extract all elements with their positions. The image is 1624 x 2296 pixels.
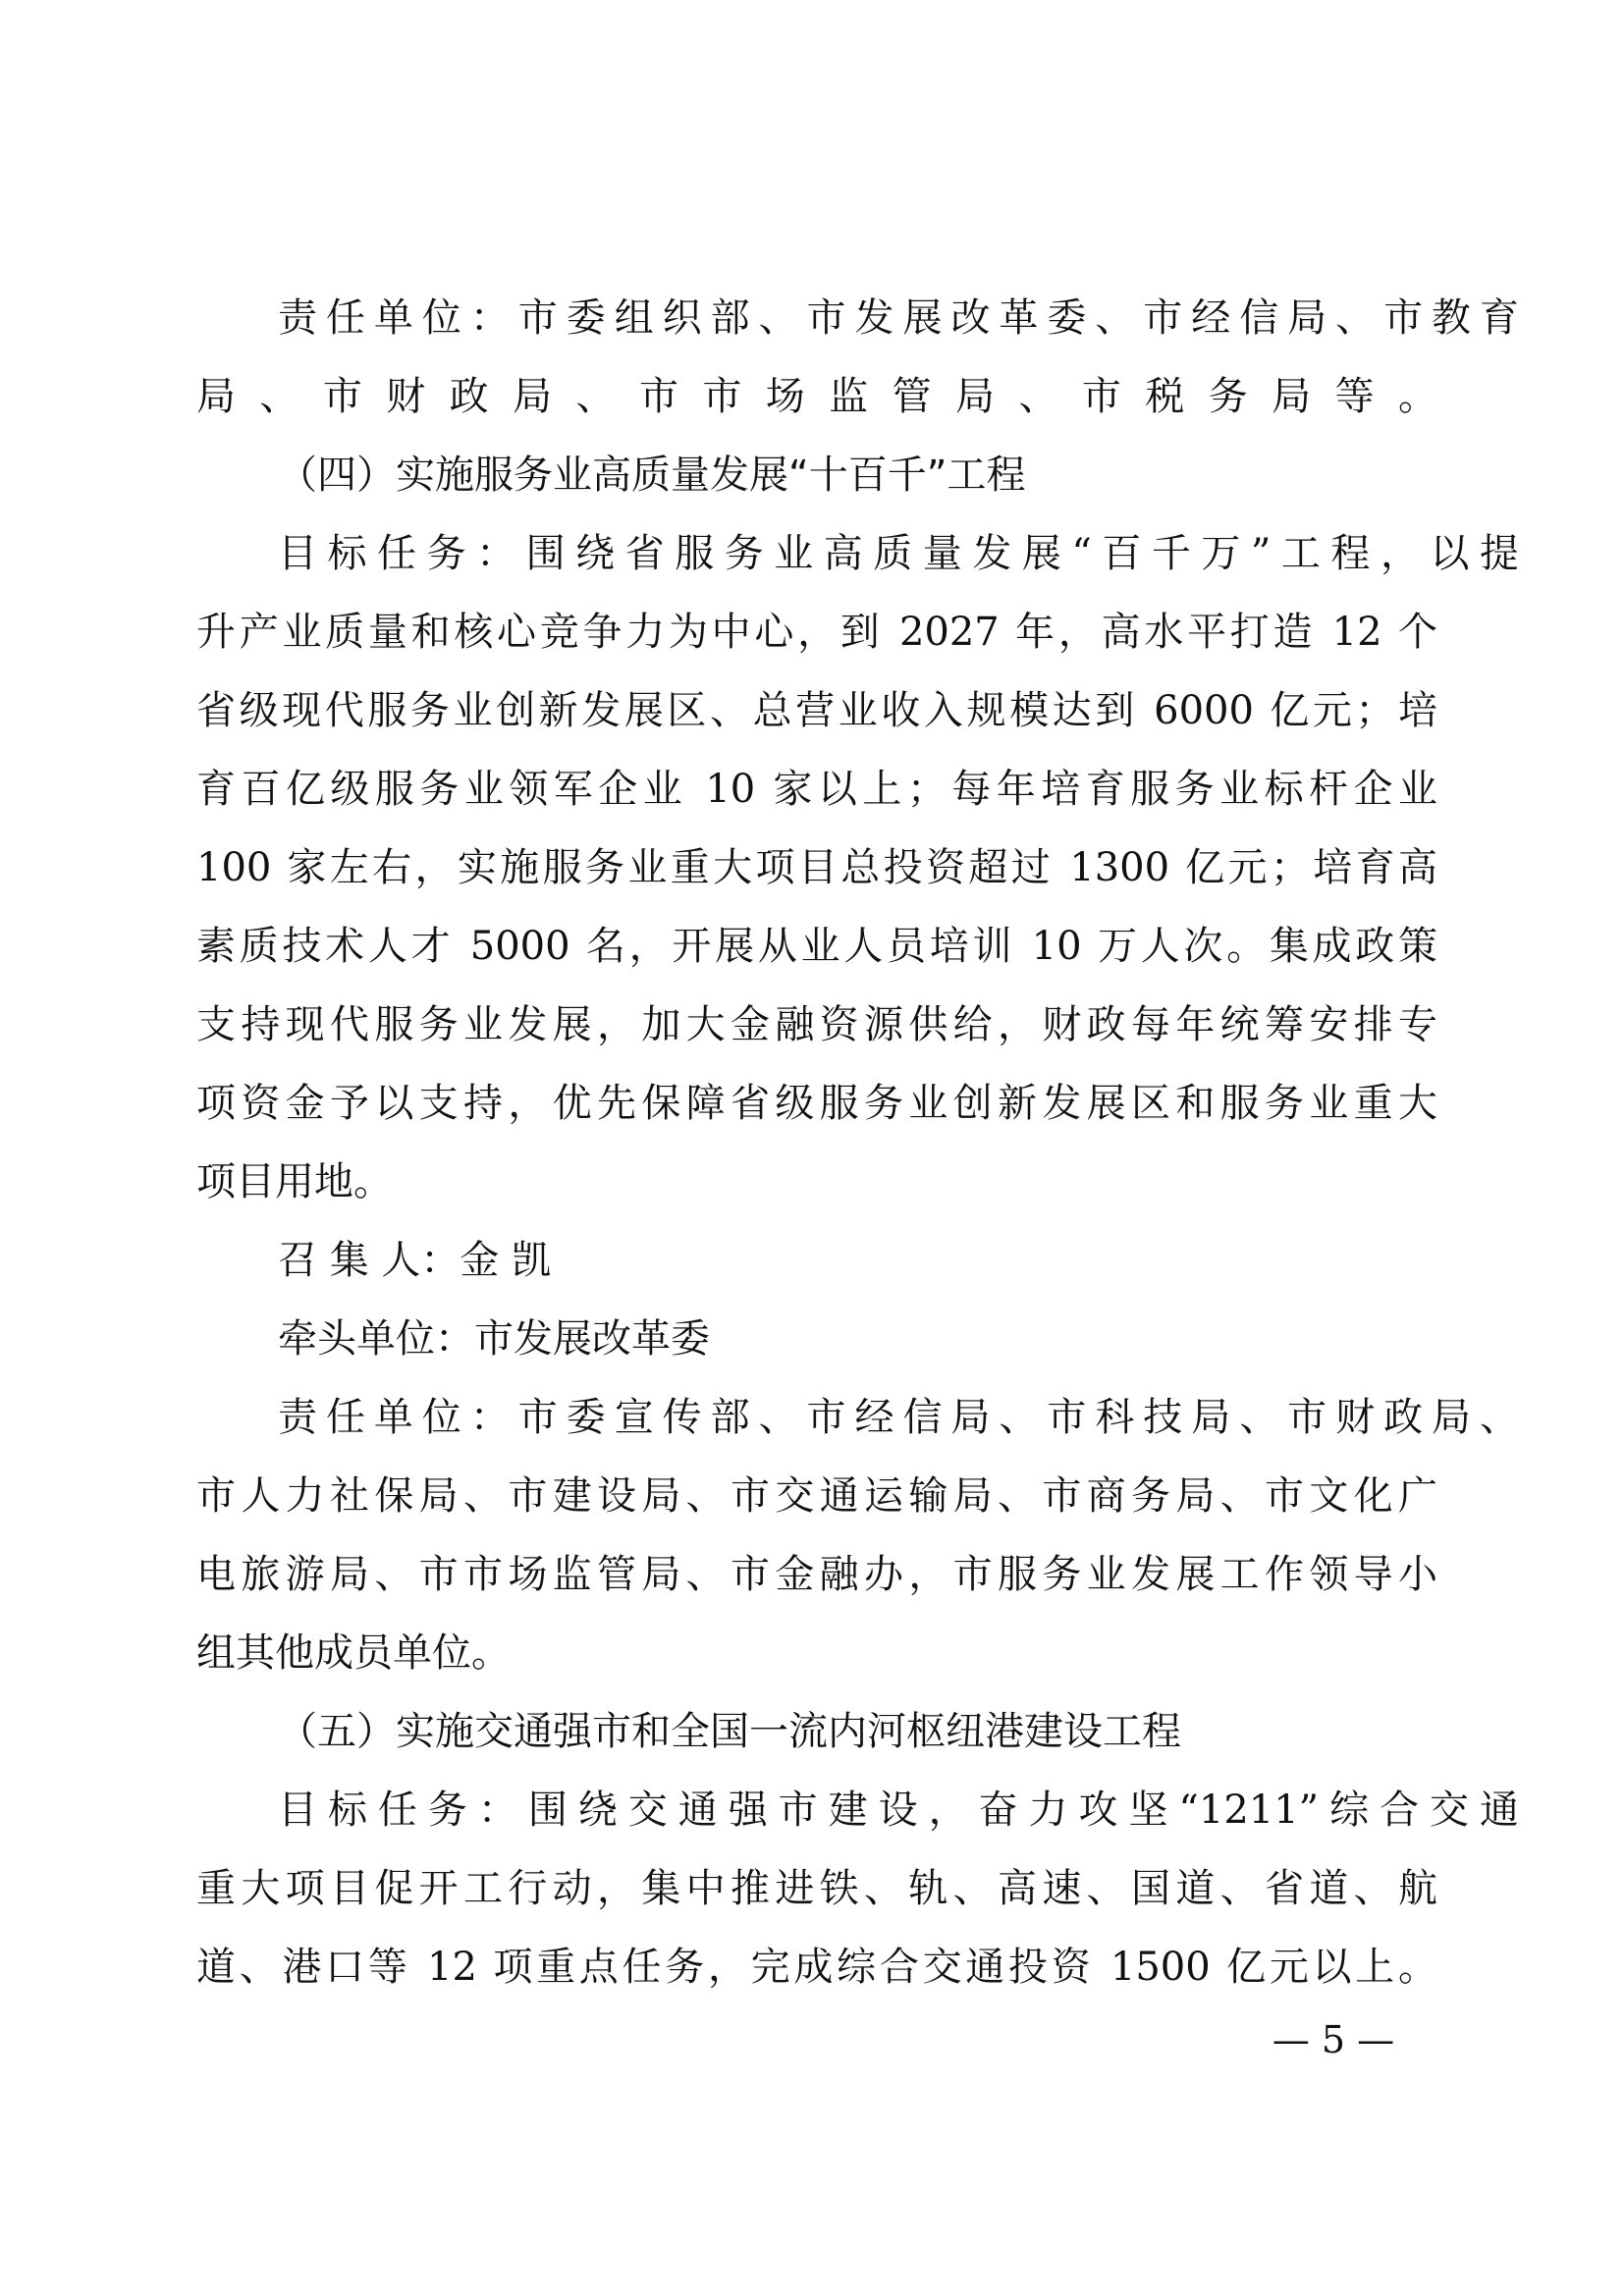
responsible-units-2-line-1: 责任单位：市委宣传部、市经信局、市科技局、市财政局、 [278, 1395, 1519, 1440]
convener-line: 召 集 人：金 凯 [278, 1238, 552, 1283]
target-task-line-8: 项资金予以支持，优先保障省级服务业创新发展区和服务业重大 [196, 1081, 1437, 1126]
section-heading-five: （五）实施交通强市和全国一流内河枢纽港建设工程 [278, 1709, 1181, 1754]
responsible-units-2-line-4: 组其他成员单位。 [196, 1630, 511, 1676]
responsible-units-2-line-2: 市人力社保局、市建设局、市交通运输局、市商务局、市文化广 [196, 1473, 1437, 1519]
target-task-line-4: 育百亿级服务业领军企业 10 家以上；每年培育服务业标杆企业 [196, 767, 1437, 812]
responsible-units-2-line-3: 电旅游局、市市场监管局、市金融办，市服务业发展工作领导小 [196, 1552, 1437, 1597]
target-task-line-3: 省级现代服务业创新发展区、总营业收入规模达到 6000 亿元；培 [196, 688, 1437, 733]
target-task-line-9: 项目用地。 [196, 1159, 393, 1204]
target-task-line-6: 素质技术人才 5000 名，开展从业人员培训 10 万人次。集成政策 [196, 924, 1437, 969]
target-task-line-5: 100 家左右，实施服务业重大项目总投资超过 1300 亿元；培育高 [196, 845, 1437, 890]
target-task-2-line-3: 道、港口等 12 项重点任务，完成综合交通投资 1500 亿元以上。 [196, 1945, 1437, 1990]
page-number: — 5 — [1272, 2018, 1395, 2061]
responsible-units-line-2: 局、市财政局、市市场监管局、市税务局等。 [196, 374, 1437, 419]
responsible-units-line-1: 责任单位：市委组织部、市发展改革委、市经信局、市教育 [278, 295, 1519, 341]
target-task-line-2: 升产业质量和核心竞争力为中心，到 2027 年，高水平打造 12 个 [196, 610, 1437, 655]
lead-unit-line: 牵头单位：市发展改革委 [278, 1316, 710, 1362]
target-task-line-7: 支持现代服务业发展，加大金融资源供给，财政每年统筹安排专 [196, 1002, 1437, 1047]
target-task-2-line-2: 重大项目促开工行动，集中推进铁、轨、高速、国道、省道、航 [196, 1866, 1437, 1911]
target-task-line-1: 目标任务：围绕省服务业高质量发展“百千万”工程，以提 [278, 531, 1519, 576]
target-task-2-line-1: 目标任务：围绕交通强市建设，奋力攻坚“1211”综合交通 [278, 1788, 1519, 1833]
section-heading-four: （四）实施服务业高质量发展“十百千”工程 [278, 453, 1026, 498]
